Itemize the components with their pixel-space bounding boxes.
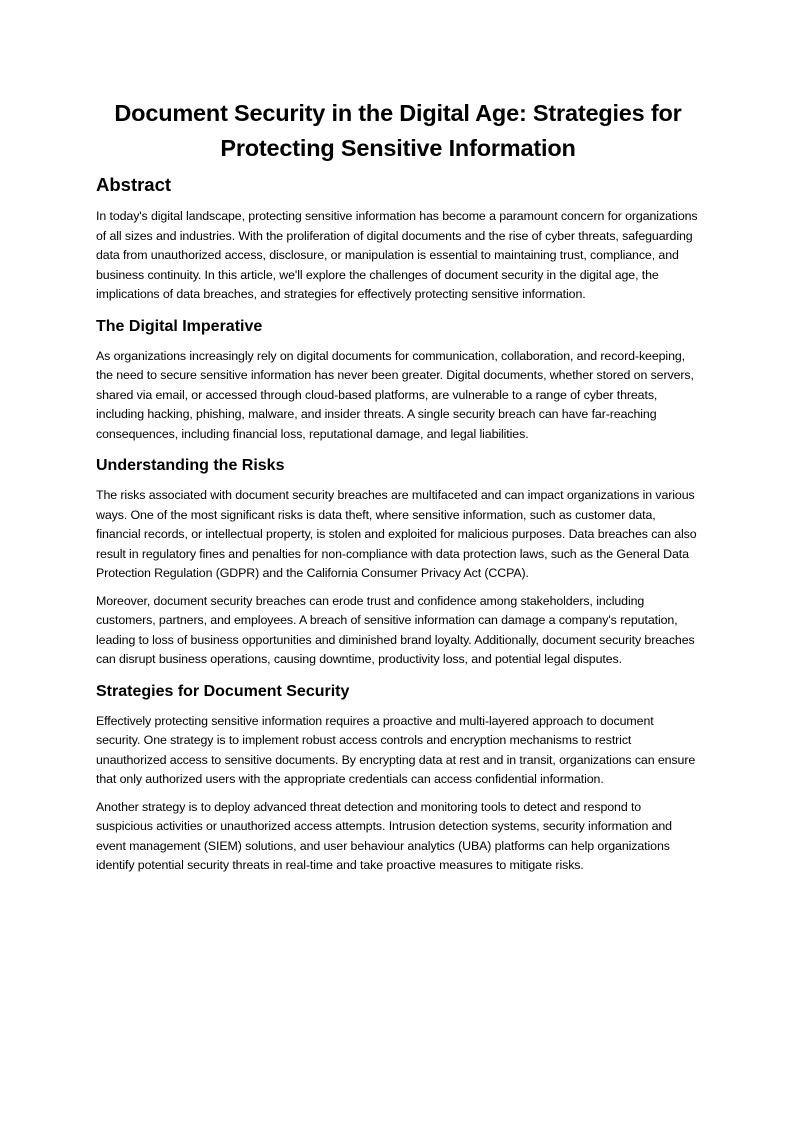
- section-paragraph: Another strategy is to deploy advanced threat detection and monitoring tools to detect and respond to suspicious activities or unauthorized access attempts. Intrusion detection systems, security information and event management (SIEM) solutions, and user behaviour analytics (UBA) platforms can help organizations identify potential security threats in real-time and take proactive measures to mitigate risks.: [96, 799, 672, 872]
- section-paragraph: Moreover, document security breaches can erode trust and confidence among stakeholders, including customers, partners, and employees. A breach of sensitive information can damage a company's reputation, leading to loss of business opportunities and diminished brand loyalty. Additionally, document security breaches can disrupt business operations, causing downtime, productivity loss, and potential legal disputes.: [96, 593, 695, 666]
- section-paragraph: As organizations increasingly rely on digital documents for communication, collaboration, and record-keeping, the need to secure sensitive information has never been greater. Digital documents, whether stored on servers, shared via email, or accessed through cloud-based platforms, are vulnerable to a range of cyber threats, including hacking, phishing, malware, and insider threats. A single security breach can have far-reaching consequences, including financial loss, reputational damage, and legal liabilities.: [96, 348, 694, 441]
- section-heading-digital-imperative: The Digital Imperative: [96, 317, 263, 335]
- section-paragraph: Effectively protecting sensitive information requires a proactive and multi-layered approach to document security. One strategy is to implement robust access controls and encryption mechanisms to restrict unauthorized access to sensitive documents. By encrypting data at rest and in transit, organizations can ensure that only authorized users with the appropriate credentials can access confidential information.: [96, 713, 696, 786]
- abstract-paragraph: In today's digital landscape, protecting sensitive information has become a paramount concern for organizations of all sizes and industries. With the proliferation of digital documents and the rise of cyber threats, safeguarding data from unauthorized access, disclosure, or manipulation is essential to maintaining trust, compliance, and business continuity. In this article, we'll explore the challenges of document security in the digital age, the implications of data breaches, and strategies for effectively protecting sensitive information.: [96, 209, 698, 301]
- section-heading-understanding-risks: Understanding the Risks: [96, 457, 285, 474]
- abstract-heading: Abstract: [96, 174, 172, 195]
- document-page: [96, 96, 700, 884]
- document-title: Document Security in the Digital Age: Strategies for Protecting Sensitive Information: [114, 100, 682, 161]
- section-paragraph: The risks associated with document security breaches are multifaceted and can impact organizations in various ways. One of the most significant risks is data theft, where sensitive information, such as customer data, financial records, or intellectual property, is stolen and exploited for malicious purposes. Data breaches can also result in regulatory fines and penalties for non-compliance with data protection laws, such as the General Data Protection Regulation (GDPR) and the California Consumer Privacy Act (CCPA).: [96, 488, 697, 580]
- section-heading-strategies: Strategies for Document Security: [96, 682, 350, 700]
